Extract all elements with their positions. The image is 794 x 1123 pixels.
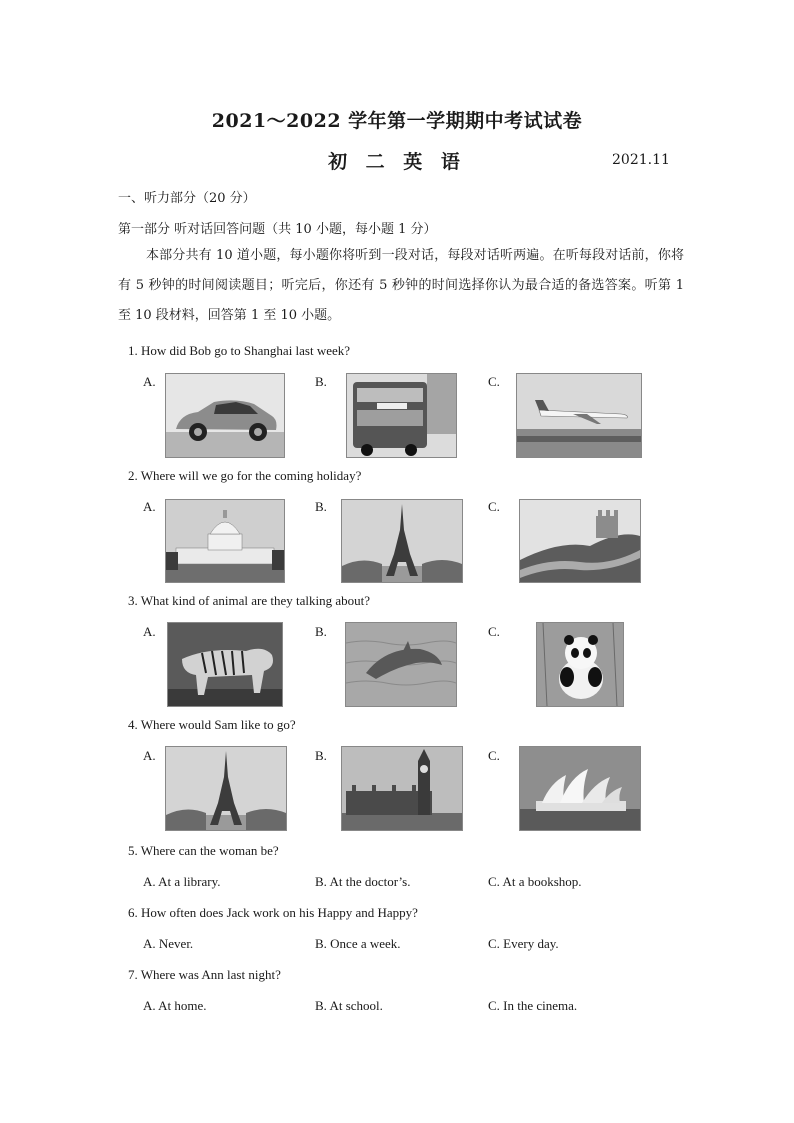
- q5-option-c: C. At a bookshop.: [488, 874, 582, 889]
- exam-subject: 初 二 英 语: [328, 151, 466, 173]
- q2-option-a-label: A.: [143, 499, 156, 514]
- q5-option-b: B. At the doctor’s.: [315, 874, 411, 889]
- capitol-building-image: [165, 499, 285, 583]
- q4-option-b-label: B.: [315, 748, 327, 763]
- q3-option-b-label: B.: [315, 624, 327, 639]
- q7-option-b: B. At school.: [315, 998, 383, 1013]
- question-7: 7. Where was Ann last night?: [128, 967, 281, 982]
- great-wall-image: [519, 499, 641, 583]
- q1-option-a-label: A.: [143, 374, 156, 389]
- q3-option-c-label: C.: [488, 624, 500, 639]
- airplane-image: [516, 373, 642, 458]
- double-decker-bus-image: [346, 373, 457, 458]
- q4-option-c-label: C.: [488, 748, 500, 763]
- q4-option-a-label: A.: [143, 748, 156, 763]
- q7-option-c: C. In the cinema.: [488, 998, 578, 1013]
- question-5: 5. Where can the woman be?: [128, 843, 279, 858]
- q6-option-c: C. Every day.: [488, 936, 559, 951]
- sydney-opera-house-image: [519, 746, 641, 831]
- panda-image: [536, 622, 624, 707]
- instructions: 本部分共有 10 道小题，每小题你将听到一段对话，每段对话听两遍。在听每段对话前，你将有 5 秒钟的时间阅读题目；听完后，你还有 5 秒钟的时间选择你认为最合适的备选答案。听第 1 至 10 段材料，回答第 1 至 10 小题。: [118, 248, 684, 323]
- question-3: 3. What kind of animal are they talking about?: [128, 593, 370, 608]
- car-image: [165, 373, 285, 458]
- q5-option-a: A. At a library.: [143, 874, 221, 889]
- q2-option-b-label: B.: [315, 499, 327, 514]
- exam-title: 2021～2022 学年第一学期期中考试试卷: [211, 110, 583, 132]
- q6-option-a: A. Never.: [143, 936, 194, 951]
- q3-option-a-label: A.: [143, 624, 156, 639]
- q1-option-c-label: C.: [488, 374, 500, 389]
- section-heading: 一、听力部分（20 分）: [118, 191, 256, 206]
- question-4: 4. Where would Sam like to go?: [128, 717, 296, 732]
- part-heading: 第一部分 听对话回答问题（共 10 小题，每小题 1 分）: [118, 222, 437, 237]
- q7-option-a: A. At home.: [143, 998, 207, 1013]
- q6-option-b: B. Once a week.: [315, 936, 401, 951]
- question-1: 1. How did Bob go to Shanghai last week?: [128, 343, 351, 358]
- eiffel-tower-image: [165, 746, 287, 831]
- eiffel-tower-image: [341, 499, 463, 583]
- q1-option-b-label: B.: [315, 374, 327, 389]
- question-2: 2. Where will we go for the coming holiday?: [128, 468, 362, 483]
- tiger-image: [167, 622, 283, 707]
- dolphin-image: [345, 622, 457, 707]
- big-ben-image: [341, 746, 463, 831]
- q2-option-c-label: C.: [488, 499, 500, 514]
- exam-date: 2021.11: [612, 152, 670, 168]
- question-6: 6. How often does Jack work on his Happy and Happy?: [128, 905, 418, 920]
